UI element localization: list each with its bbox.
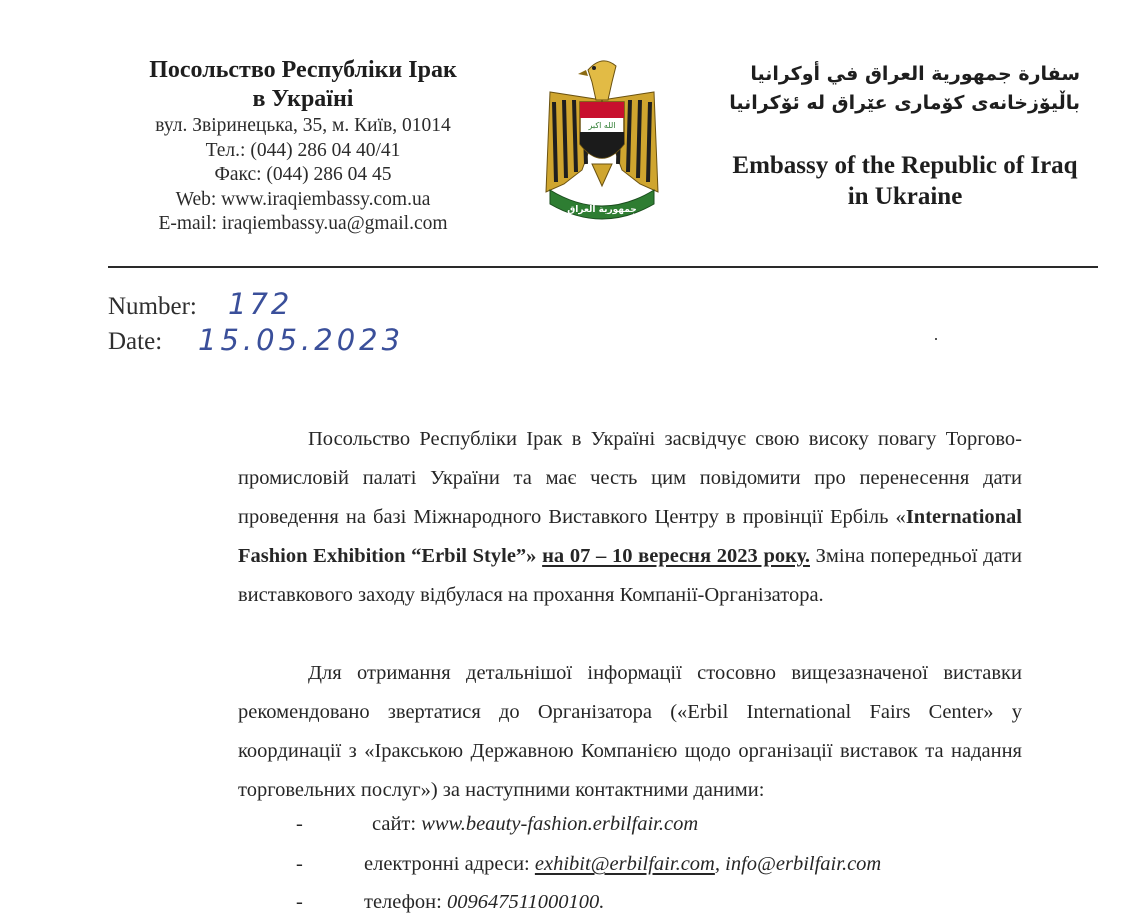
emblem-banner-text: جمهورية العراق [567, 205, 637, 215]
site-link[interactable]: www.beauty-fashion.erbilfair.com [421, 813, 699, 835]
contact-item-emails [238, 845, 881, 884]
embassy-header-english [700, 150, 1110, 212]
embassy-name-line1: Посольство Республіки Ірак [149, 57, 457, 83]
p1-closing-text: Зміна попередньої дати виставкового заходу відбулася на прохання Компанії-Організатора. [238, 545, 1023, 606]
embassy-name-line2: в Україні [252, 86, 354, 112]
site-label: сайт: [372, 813, 422, 835]
contact-item-phone [238, 883, 604, 922]
exhibition-name: International Fashion Exhibition “Erbil Style”» [238, 506, 1022, 567]
english-title-line1: Embassy of the Republic of Iraq [732, 152, 1078, 179]
body-paragraph-1 [238, 420, 1022, 615]
exhibition-new-dates: на 07 – 10 вересня 2023 року. [542, 545, 810, 567]
iraq-coat-of-arms-icon [542, 52, 662, 222]
number-label: Number: [108, 293, 197, 320]
p1-intro-text: Посольство Республіки Ірак в Україні засвідчує свою високу повагу Торгово-промисловій палаті України та має честь цим повідомити про перенесення дати проведення на базі Міжнародного Виставкого Центру в провінції Ербіль « [238, 428, 1022, 528]
bullet-dash: - [296, 813, 303, 835]
date-value-handwritten: 15.05.2023 [198, 323, 405, 357]
date-label: Date: [108, 328, 163, 355]
english-title-line2: in Ukraine [847, 183, 963, 210]
email-separator: , [714, 853, 726, 875]
svg-text:الله اكبر: الله اكبر [588, 121, 616, 130]
contact-item-site [238, 805, 698, 844]
phone-value: 009647511000100. [446, 891, 605, 913]
embassy-header-ukrainian [108, 56, 498, 237]
embassy-header-arabic [690, 60, 1080, 118]
embassy-fax: Факс: (044) 286 04 45 [214, 164, 392, 185]
bullet-dash: - [296, 853, 303, 875]
kurdish-title-line2: باڵیۆزخانەی کۆماری عێراق لە ئۆکرانیا [729, 92, 1080, 114]
arabic-title-line1: سفارة جمهورية العراق في أوكرانيا [750, 63, 1080, 85]
embassy-address: вул. Звіринецька, 35, м. Київ, 01014 [155, 115, 451, 136]
email-link-info[interactable]: info@erbilfair.com [725, 853, 882, 875]
embassy-web: Web: www.iraqiembassy.com.ua [175, 188, 431, 210]
email-link-exhibit[interactable]: exhibit@erbilfair.com [534, 853, 715, 875]
embassy-email: E-mail: iraqiembassy.ua@gmail.com [158, 213, 448, 234]
p2-text: Для отримання детальнішої інформації стосовно вищезазначеної виставки рекомендовано звертатися до Організатора («Erbil International Fairs Center» у координації з «Іракською Державною Компанією щодо організації виставок та надання торговельних послуг») за наступними контактними даними: [238, 662, 1022, 801]
body-paragraph-2 [238, 654, 1022, 810]
phone-label: телефон: [364, 891, 447, 913]
emails-label: електронні адреси: [364, 853, 535, 875]
header-divider [108, 266, 1098, 268]
embassy-phone: Тел.: (044) 286 04 40/41 [205, 139, 401, 161]
number-value-handwritten: 172 [228, 287, 293, 321]
scan-speck [935, 338, 937, 340]
bullet-dash: - [296, 891, 303, 913]
